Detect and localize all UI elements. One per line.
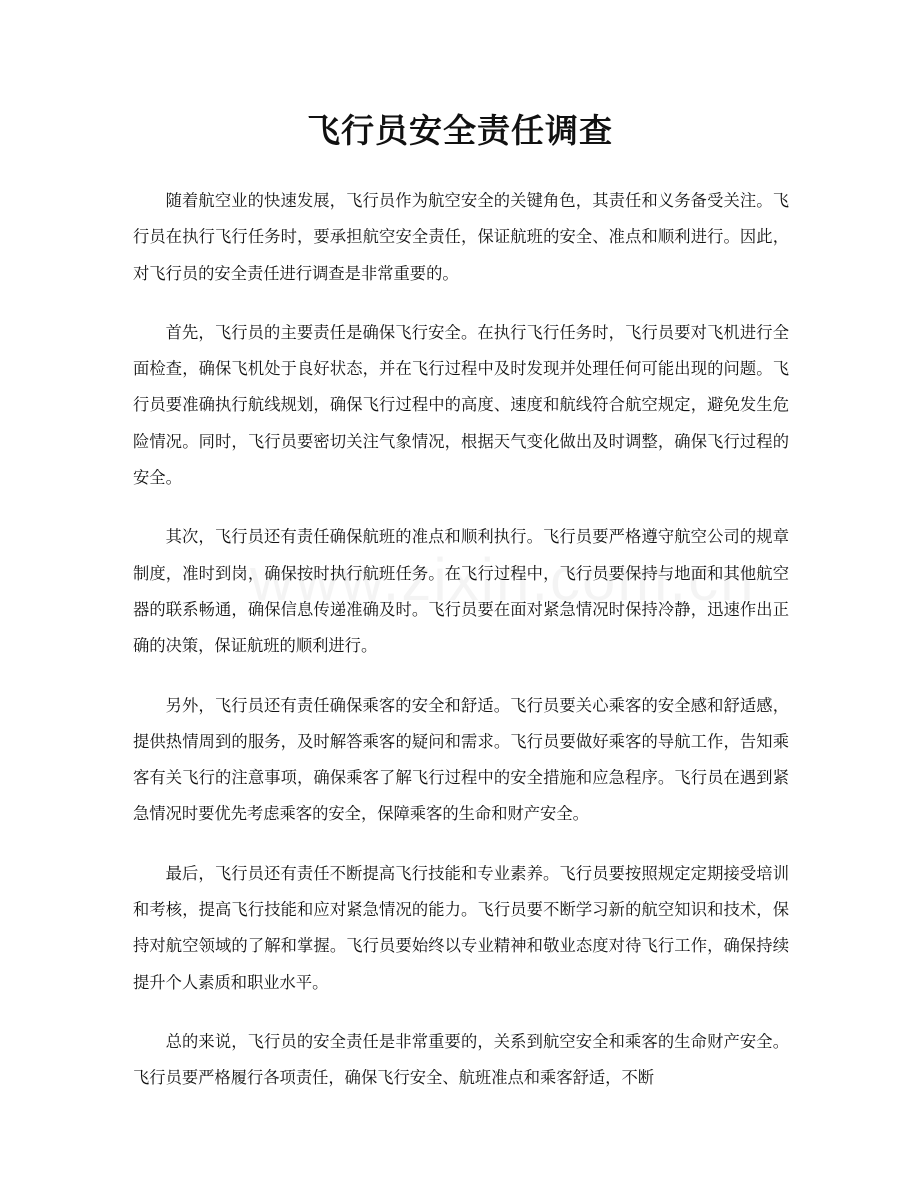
paragraph: 首先，飞行员的主要责任是确保飞行安全。在执行飞行任务时，飞行员要对飞机进行全面检查，确保飞机处于良好状态，并在飞行过程中及时发现并处理任何可能出现的问题。飞行员要准确执行航线规划，确保飞行过程中的高度、速度和航线符合航空规定，避免发生危险情况。同时，飞行员要密切关注气象情况，根据天气变化做出及时调整，确保飞行过程的安全。 [133, 322, 789, 488]
paragraph: 另外，飞行员还有责任确保乘客的安全和舒适。飞行员要关心乘客的安全感和舒适感，提供热情周到的服务，及时解答乘客的疑问和需求。飞行员要做好乘客的导航工作，告知乘客有关飞行的注意事项，确保乘客了解飞行过程中的安全措施和应急程序。飞行员在遇到紧急情况时要优先考虑乘客的安全，保障乘客的生命和财产安全。 [133, 695, 789, 824]
paragraph: 总的来说，飞行员的安全责任是非常重要的，关系到航空安全和乘客的生命财产安全。飞行员要严格履行各项责任，确保飞行安全、航班准点和乘客舒适，不断 [133, 1031, 789, 1088]
paragraph: 最后，飞行员还有责任不断提高飞行技能和专业素养。飞行员要按照规定定期接受培训和考核，提高飞行技能和应对紧急情况的能力。飞行员要不断学习新的航空知识和技术，保持对航空领域的了解和掌握。飞行员要始终以专业精神和敬业态度对待飞行工作，确保持续提升个人素质和职业水平。 [133, 863, 789, 992]
document-title: 飞行员安全责任调查 [307, 111, 613, 150]
paragraph: 随着航空业的快速发展，飞行员作为航空安全的关键角色，其责任和义务备受关注。飞行员在执行飞行任务时，要承担航空安全责任，保证航班的安全、准点和顺利进行。因此，对飞行员的安全责任进行调查是非常重要的。 [133, 191, 789, 283]
paragraph: 其次，飞行员还有责任确保航班的准点和顺利执行。飞行员要严格遵守航空公司的规章制度，准时到岗，确保按时执行航班任务。在飞行过程中，飞行员要保持与地面和其他航空器的联系畅通，确保信息传递准确及时。飞行员要在面对紧急情况时保持冷静，迅速作出正确的决策，保证航班的顺利进行。 [133, 527, 789, 656]
document-body [133, 183, 789, 1120]
